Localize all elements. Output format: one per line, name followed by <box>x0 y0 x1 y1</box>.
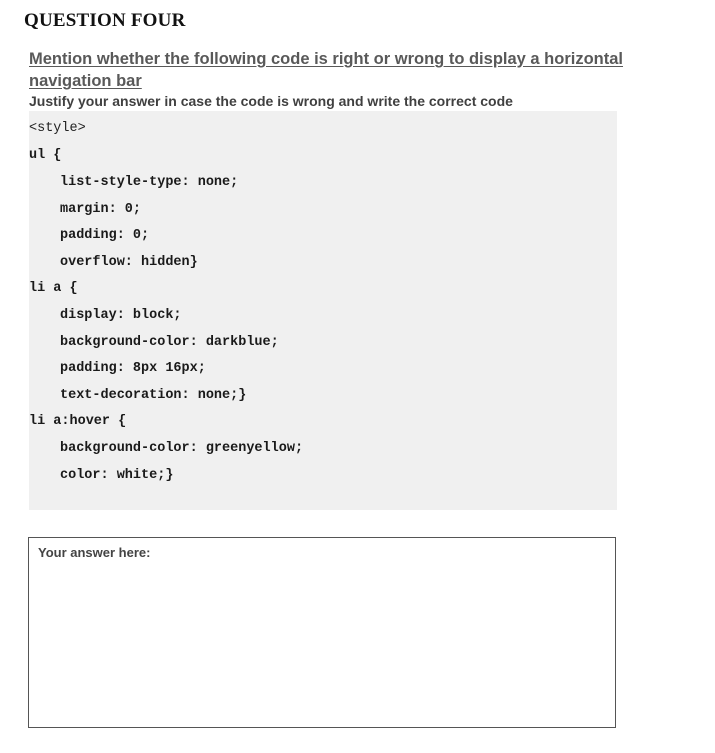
code-line-text-decoration: text-decoration: none;} <box>60 388 247 403</box>
code-block <box>29 111 617 510</box>
code-line-hover-color: color: white;} <box>60 468 174 483</box>
answer-input-box[interactable] <box>28 537 616 728</box>
code-line-hover-selector: li a:hover { <box>29 414 127 429</box>
code-line-padding-li: padding: 8px 16px; <box>60 361 206 376</box>
question-instruction: Mention whether the following code is right or wrong to display a horizontal navigation bar <box>29 50 624 90</box>
code-line-margin: margin: 0; <box>60 202 142 217</box>
code-line-li-a-selector: li a { <box>29 281 78 296</box>
code-line-list-style-type: list-style-type: none; <box>60 175 239 190</box>
code-line-display: display: block; <box>60 308 182 323</box>
code-line-ul-selector: ul { <box>29 148 62 163</box>
code-line-style-tag: <style> <box>29 121 86 136</box>
code-line-background-color: background-color: darkblue; <box>60 335 279 350</box>
code-line-padding: padding: 0; <box>60 228 150 243</box>
answer-label: Your answer here: <box>38 545 151 560</box>
question-heading: QUESTION FOUR <box>24 10 186 31</box>
justify-instruction: Justify your answer in case the code is wrong and write the correct code <box>29 93 513 109</box>
code-line-hover-background: background-color: greenyellow; <box>60 441 304 456</box>
code-line-overflow: overflow: hidden} <box>60 255 198 270</box>
